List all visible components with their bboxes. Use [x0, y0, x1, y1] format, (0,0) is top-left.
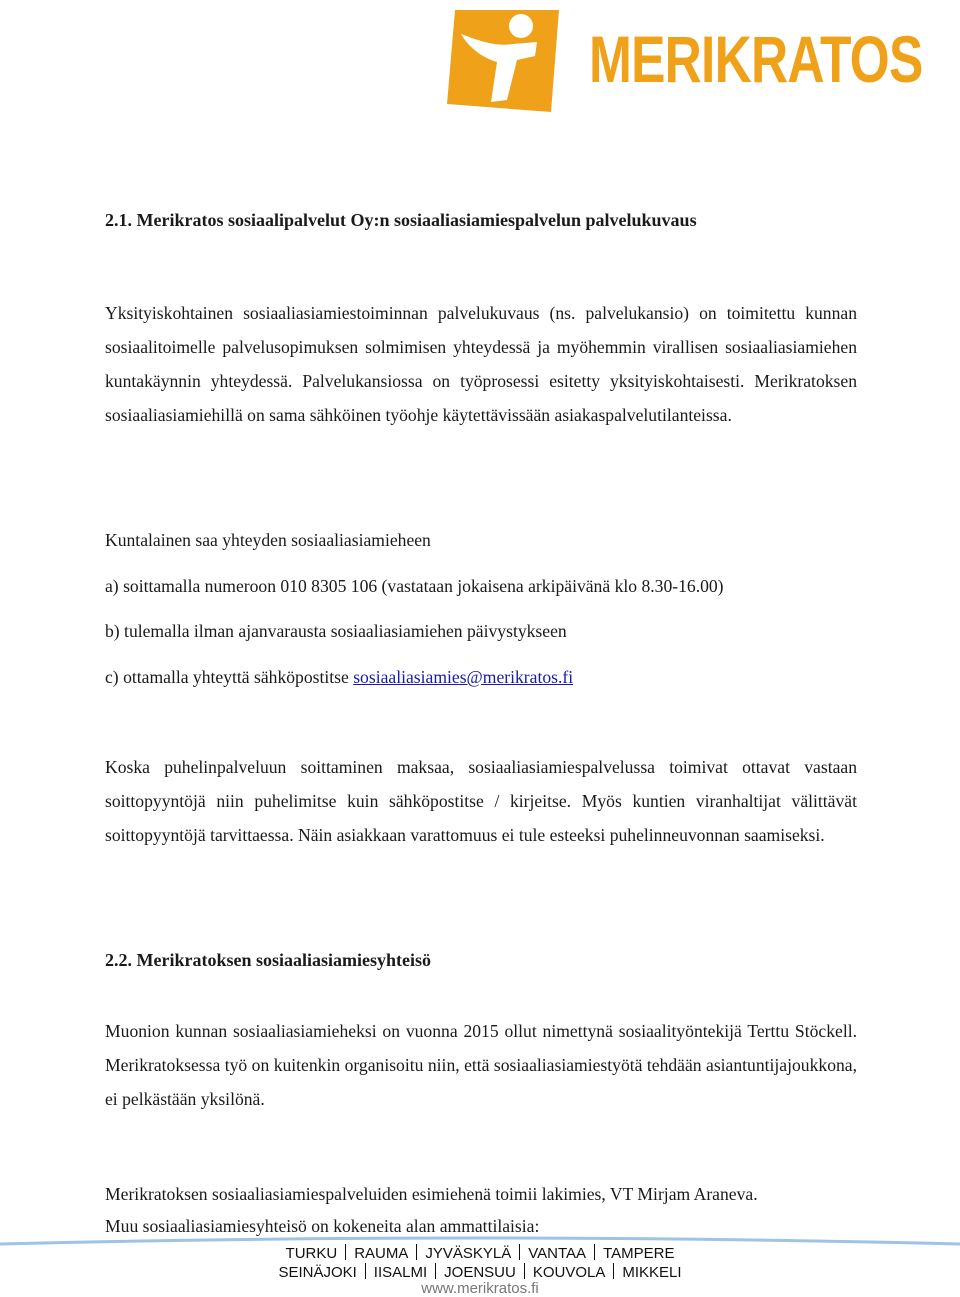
- logo-wordmark: MERIKRATOS: [589, 22, 923, 96]
- supervisor-line: Merikratoksen sosiaaliasiamiespalveluiden esimiehenä toimii lakimies, VT Mirjam Araneva.: [105, 1184, 758, 1204]
- footer-website[interactable]: www.merikratos.fi: [421, 1280, 539, 1297]
- phone-note-paragraph: Koska puhelinpalveluun soittaminen maksaa, sosiaaliasiamiespalvelussa toimivat ottavat vastaan soittopyyntöjä niin puhelimitse kuin sähköpostitse / kirjeitse. Myös kuntien viranhaltijat välittävät soittopyyntöjä tarvittaessa. Näin asiakkaan varattomuus ei tule esteeksi puhelinneuvonnan saamiseksi.: [105, 757, 857, 845]
- footer-city: JOENSUU: [444, 1264, 516, 1281]
- footer-city: VANTAA: [528, 1245, 587, 1262]
- contact-lead: Kuntalainen saa yhteyden sosiaaliasiamieheen: [105, 530, 431, 550]
- footer-city: IISALMI: [373, 1264, 428, 1281]
- footer-city: MIKKELI: [622, 1264, 682, 1281]
- footer-city: RAUMA: [354, 1245, 409, 1262]
- contact-option-email: [105, 667, 573, 688]
- contact-email-prefix: c) ottamalla yhteyttä sähköpostitse: [105, 667, 354, 687]
- footer-city: TAMPERE: [603, 1245, 675, 1262]
- footer-city: TURKU: [285, 1245, 338, 1262]
- email-link[interactable]: sosiaaliasiamies@merikratos.fi: [353, 667, 574, 687]
- footer-city: JYVÄSKYLÄ: [425, 1245, 512, 1262]
- service-description-paragraph: Yksityiskohtainen sosiaaliasiamiestoiminnan palvelukuvaus (ns. palvelukansio) on toimitettu kunnan sosiaalitoimelle palvelusopimuksen solmimisen yhteydessä ja myöhemmin virallisen sosiaaliasiamiehen kuntakäynnin yhteydessä. Palvelukansiossa on työprosessi esitetty yksityiskohtaisesti. Merikratoksen sosiaaliasiamiehillä on sama sähköinen työohje käytettävissään asiakaspalvelutilanteissa.: [105, 303, 857, 425]
- contact-option-visit: b) tulemalla ilman ajanvarausta sosiaaliasiamiehen päivystykseen: [105, 621, 567, 641]
- community-line: Muu sosiaaliasiamiesyhteisö on kokeneita alan ammattilaisia:: [105, 1216, 540, 1236]
- merikratos-logo: [447, 4, 923, 114]
- footer-city: KOUVOLA: [532, 1264, 606, 1281]
- section-2-1-heading: 2.1. Merikratos sosiaalipalvelut Oy:n sosiaaliasiamiespalvelun palvelukuvaus: [105, 210, 697, 230]
- footer-cities-row-2: [0, 1263, 960, 1281]
- merikratos-figure-icon: [447, 4, 567, 114]
- community-paragraph: Muonion kunnan sosiaaliasiamieheksi on vuonna 2015 ollut nimettynä sosiaalityöntekijä Terttu Stöckell. Merikratoksessa työ on kuitenkin organisoitu niin, että sosiaaliasiamiestyötä tehdään asiantuntijajoukkona, ei pelkästään yksilönä.: [105, 1021, 857, 1109]
- section-2-2-heading: 2.2. Merikratoksen sosiaaliasiamiesyhteisö: [105, 950, 431, 970]
- contact-option-phone: a) soittamalla numeroon 010 8305 106 (vastataan jokaisena arkipäivänä klo 8.30-16.00): [105, 576, 724, 596]
- footer-cities-row-1: [0, 1244, 960, 1262]
- footer-city: SEINÄJOKI: [278, 1264, 357, 1281]
